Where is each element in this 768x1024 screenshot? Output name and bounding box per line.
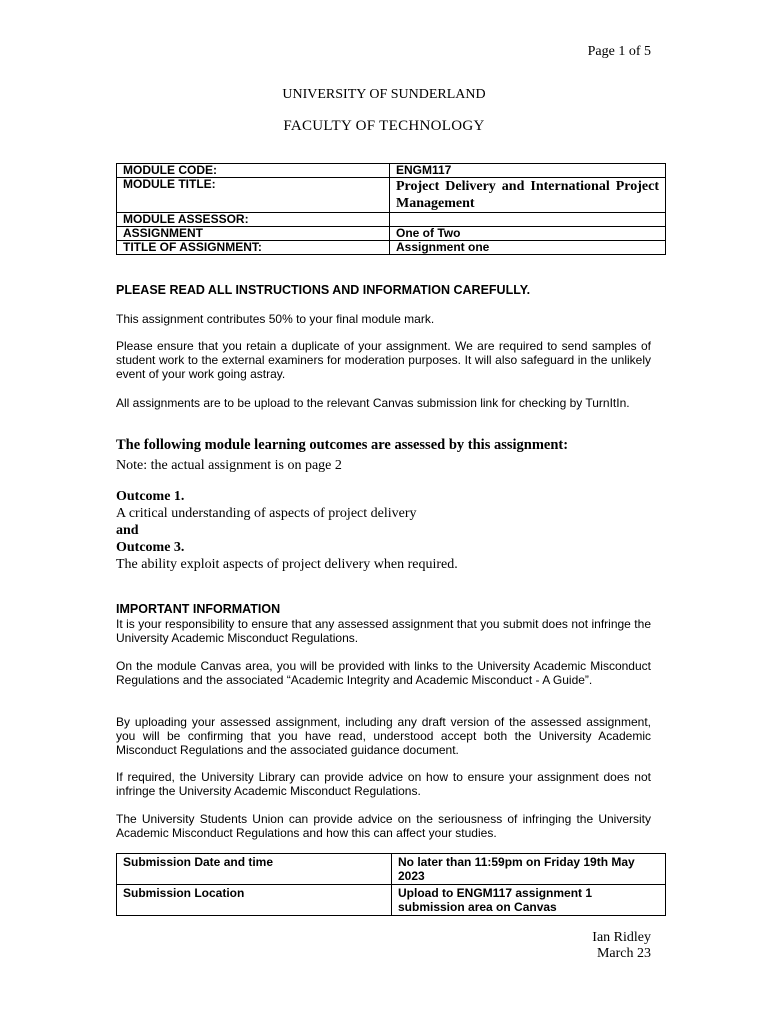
learning-outcomes-heading: The following module learning outcomes are assessed by this assignment: — [116, 437, 569, 453]
outcome-1-title: Outcome 1. — [116, 489, 185, 504]
instructions-paragraph-3: All assignments are to be upload to the relevant Canvas submission link for checking by TurnItIn. — [116, 396, 630, 410]
outcome-3-text: The ability exploit aspects of project delivery when required. — [116, 557, 458, 572]
module-code-value: ENGM117 — [390, 164, 666, 178]
assignment-title-value: Assignment one — [390, 241, 666, 255]
faculty-title: FACULTY OF TECHNOLOGY — [283, 118, 485, 134]
page-number: Page 1 of 5 — [587, 44, 651, 59]
important-paragraph-4: If required, the University Library can provide advice on how to ensure your assignment does not infringe the University Academic Misconduct Regulations. — [116, 770, 651, 798]
table-row — [117, 241, 666, 255]
university-title: UNIVERSITY OF SUNDERLAND — [282, 87, 486, 102]
module-code-label: MODULE CODE: — [117, 164, 390, 178]
module-title-value: Project Delivery and International Project Management — [390, 178, 666, 213]
important-paragraph-3: By uploading your assessed assignment, including any draft version of the assessed assignment, you will be confirming that you have read, understood accept both the University Academic Misconduct Regulations and the associated guidance document. — [116, 715, 651, 757]
instructions-paragraph-1: This assignment contributes 50% to your final module mark. — [116, 312, 435, 326]
module-assessor-label: MODULE ASSESSOR: — [117, 213, 390, 227]
submission-location-value: Upload to ENGM117 assignment 1 submission area on Canvas — [392, 885, 666, 916]
module-info-table — [116, 163, 666, 255]
submission-date-label: Submission Date and time — [117, 854, 392, 885]
assignment-note: Note: the actual assignment is on page 2 — [116, 458, 342, 473]
important-paragraph-2: On the module Canvas area, you will be provided with links to the University Academic Misconduct Regulations and the associated “Academic Integrity and Academic Misconduct - A Guide”. — [116, 659, 651, 687]
submission-date-value: No later than 11:59pm on Friday 19th May 2023 — [392, 854, 666, 885]
assignment-label: ASSIGNMENT — [117, 227, 390, 241]
instructions-heading: PLEASE READ ALL INSTRUCTIONS AND INFORMATION CAREFULLY. — [116, 283, 531, 297]
table-row — [117, 164, 666, 178]
instructions-paragraph-2: Please ensure that you retain a duplicate of your assignment. We are required to send samples of student work to the external examiners for moderation purposes. It will also safeguard in the unlikely event of your work going astray. — [116, 339, 651, 381]
table-row — [117, 885, 666, 916]
document-date: March 23 — [596, 946, 651, 961]
and-connector: and — [116, 523, 139, 538]
assignment-value: One of Two — [390, 227, 666, 241]
important-paragraph-1: It is your responsibility to ensure that any assessed assignment that you submit does not infringe the University Academic Misconduct Regulations. — [116, 617, 651, 645]
table-row — [117, 213, 666, 227]
table-row — [117, 227, 666, 241]
table-row — [117, 854, 666, 885]
outcome-3-title: Outcome 3. — [116, 540, 185, 555]
module-assessor-value — [390, 213, 666, 227]
author-name: Ian Ridley — [592, 930, 651, 945]
assignment-title-label: TITLE OF ASSIGNMENT: — [117, 241, 390, 255]
submission-table — [116, 853, 666, 916]
module-title-label: MODULE TITLE: — [117, 178, 390, 213]
submission-location-label: Submission Location — [117, 885, 392, 916]
important-heading: IMPORTANT INFORMATION — [116, 602, 281, 616]
table-row — [117, 178, 666, 213]
important-paragraph-5: The University Students Union can provide advice on the seriousness of infringing the University Academic Misconduct Regulations and how this can affect your studies. — [116, 812, 651, 840]
outcome-1-text: A critical understanding of aspects of project delivery — [116, 506, 417, 521]
